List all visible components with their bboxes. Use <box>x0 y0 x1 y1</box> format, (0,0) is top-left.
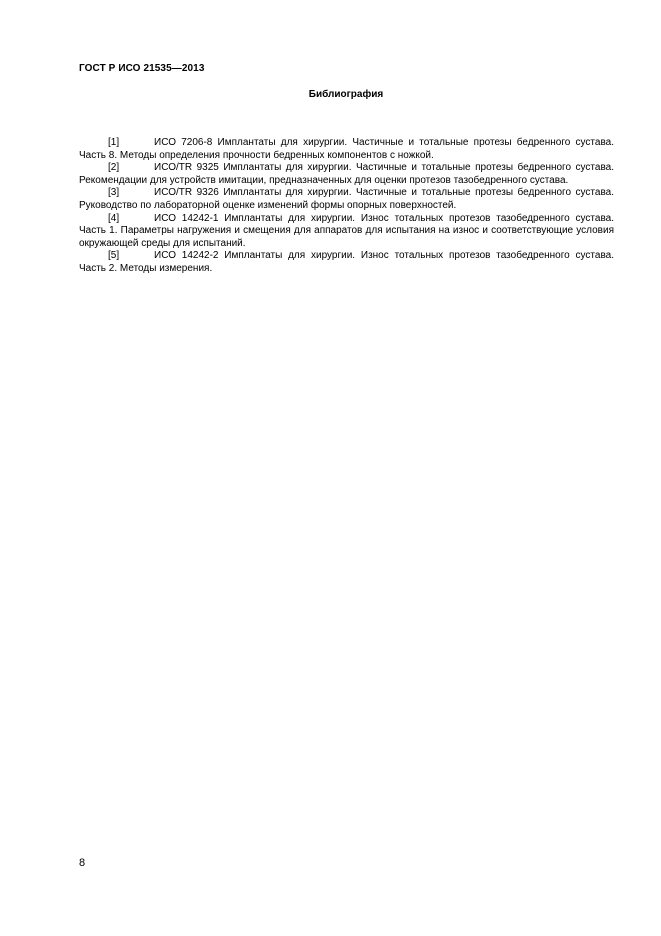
bibliography-entry-5 <box>79 250 614 275</box>
entry-text: ИСО 14242-1 Имплантаты для хирургии. Износ тотальных протезов тазобедренного сустава. Часть 1. Параметры нагружения и смещения для аппаратов для испытания на износ и соответствующие условия окружающей среды для испытаний. <box>79 212 614 249</box>
entry-number: [4] <box>108 212 120 224</box>
bibliography-list <box>79 137 614 276</box>
entry-number: [2] <box>108 162 120 174</box>
bibliography-entry-2 <box>79 162 614 187</box>
entry-text: ИСО 14242-2 Имплантаты для хирургии. Износ тотальных протезов тазобедренного сустава. Часть 2. Методы измерения. <box>79 250 614 274</box>
entry-text: ИСО/TR 9325 Имплантаты для хирургии. Частичные и тотальные протезы бедренного сустава. Рекомендации для устройств имитации, предназначенных для оценки протезов тазобедренного сустава. <box>79 162 614 186</box>
entry-text: ИСО 7206-8 Имплантаты для хирургии. Частичные и тотальные протезы бедренного сустава. Часть 8. Методы определения прочности бедренных компонентов с ножкой. <box>79 137 614 161</box>
entry-text: ИСО/TR 9326 Имплантаты для хирургии. Частичные и тотальные протезы бедренного сустава. Руководство по лабораторной оценке изменений формы опорных поверхностей. <box>79 187 614 211</box>
document-header: ГОСТ Р ИСО 21535—2013 <box>79 63 205 74</box>
entry-number: [3] <box>108 187 120 199</box>
page-number: 8 <box>79 857 86 869</box>
section-title: Библиография <box>308 89 384 100</box>
bibliography-entry-3 <box>79 187 614 212</box>
bibliography-entry-1 <box>79 137 614 162</box>
entry-number: [1] <box>108 137 120 148</box>
entry-number: [5] <box>108 250 120 262</box>
bibliography-entry-4 <box>79 213 614 251</box>
